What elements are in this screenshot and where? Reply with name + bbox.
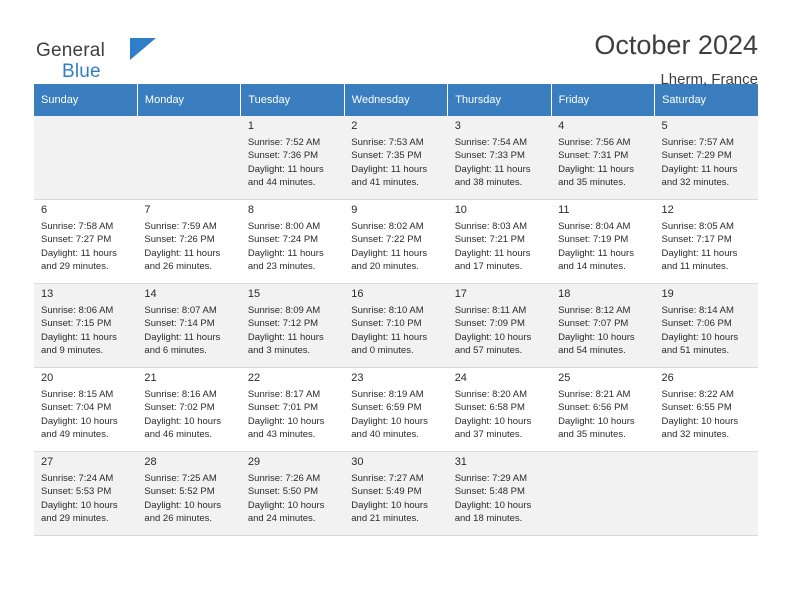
day-info-line: and 21 minutes. bbox=[351, 513, 419, 525]
calendar-week-row bbox=[34, 284, 758, 368]
day-info-line: Sunrise: 8:21 AM bbox=[558, 388, 631, 400]
day-number: 13 bbox=[41, 288, 54, 300]
day-number: 18 bbox=[558, 288, 571, 300]
day-info-line: Sunset: 5:50 PM bbox=[247, 486, 319, 498]
calendar-week-row bbox=[34, 368, 758, 452]
day-info-line: Sunrise: 8:04 AM bbox=[558, 220, 631, 232]
calendar-day-cell[interactable] bbox=[241, 200, 344, 284]
brand-name-bottom: Blue bbox=[62, 61, 101, 82]
day-info-line: Daylight: 11 hours bbox=[661, 247, 738, 259]
day-info-line: Sunset: 7:10 PM bbox=[351, 318, 422, 330]
calendar-week-row bbox=[34, 452, 758, 536]
day-info-line: and 14 minutes. bbox=[558, 261, 626, 273]
day-info-line: Sunset: 6:56 PM bbox=[558, 402, 629, 414]
day-info-line: Sunset: 7:24 PM bbox=[247, 234, 319, 246]
day-info-line: and 51 minutes. bbox=[661, 345, 730, 357]
day-info-line: Sunset: 7:06 PM bbox=[661, 318, 732, 330]
day-info-line: Sunset: 7:36 PM bbox=[247, 150, 319, 162]
day-sun-info bbox=[351, 472, 440, 526]
day-sun-info bbox=[455, 220, 544, 274]
day-number: 1 bbox=[247, 120, 254, 132]
calendar-day-cell[interactable] bbox=[344, 200, 447, 284]
day-info-line: Sunset: 7:35 PM bbox=[351, 150, 422, 162]
day-info-line: Sunrise: 8:03 AM bbox=[454, 220, 528, 232]
day-info-line: Daylight: 11 hours bbox=[247, 163, 324, 175]
weekday-header-monday: Monday bbox=[137, 84, 240, 116]
calendar-day-cell[interactable] bbox=[34, 368, 137, 452]
day-info-line: and 37 minutes. bbox=[454, 429, 523, 441]
day-info-line: Sunrise: 7:58 AM bbox=[41, 220, 114, 232]
day-info-line: Sunset: 7:31 PM bbox=[558, 150, 629, 162]
day-info-line: and 9 minutes. bbox=[41, 345, 104, 357]
day-info-line: Sunrise: 7:59 AM bbox=[144, 220, 217, 232]
day-info-line: Sunset: 7:15 PM bbox=[41, 318, 112, 330]
day-info-line: Sunrise: 8:16 AM bbox=[144, 388, 217, 400]
calendar-table bbox=[34, 84, 758, 536]
day-info-line: Daylight: 11 hours bbox=[41, 331, 117, 343]
day-info-line: Sunset: 7:22 PM bbox=[351, 234, 422, 246]
calendar-empty-cell bbox=[551, 452, 654, 536]
day-number: 22 bbox=[247, 372, 261, 384]
day-info-line: Sunset: 5:48 PM bbox=[454, 486, 525, 498]
day-info-line: Daylight: 11 hours bbox=[247, 247, 324, 259]
day-info-line: and 11 minutes. bbox=[661, 261, 729, 273]
day-info-line: and 23 minutes. bbox=[247, 261, 316, 273]
calendar-day-cell[interactable] bbox=[137, 284, 240, 368]
day-info-line: Daylight: 11 hours bbox=[144, 331, 221, 343]
day-info-line: Sunrise: 8:17 AM bbox=[247, 388, 321, 400]
day-info-line: Sunrise: 7:27 AM bbox=[351, 472, 424, 484]
day-info-line: Sunset: 7:29 PM bbox=[661, 150, 732, 162]
day-sun-info bbox=[248, 472, 337, 526]
day-info-line: Sunset: 7:21 PM bbox=[454, 234, 525, 246]
title-block bbox=[594, 30, 758, 88]
calendar-day-cell[interactable] bbox=[344, 368, 447, 452]
day-sun-info bbox=[351, 220, 440, 274]
day-info-line: Sunrise: 8:09 AM bbox=[247, 304, 321, 316]
day-info-line: Daylight: 10 hours bbox=[351, 415, 428, 427]
day-number: 14 bbox=[144, 288, 157, 300]
day-sun-info bbox=[558, 304, 647, 358]
day-info-line: Sunset: 7:26 PM bbox=[144, 234, 215, 246]
day-number: 21 bbox=[144, 372, 157, 384]
day-info-line: Sunrise: 8:00 AM bbox=[247, 220, 321, 232]
day-info-line: Sunset: 5:52 PM bbox=[144, 486, 215, 498]
calendar-empty-cell bbox=[34, 116, 137, 200]
day-number: 16 bbox=[351, 288, 364, 300]
calendar-day-cell[interactable] bbox=[448, 368, 551, 452]
calendar-day-cell[interactable] bbox=[448, 200, 551, 284]
calendar-day-cell[interactable] bbox=[137, 368, 240, 452]
day-number: 30 bbox=[351, 456, 364, 468]
day-info-line: Sunset: 7:19 PM bbox=[558, 234, 629, 246]
calendar-day-cell[interactable] bbox=[448, 452, 551, 536]
day-sun-info bbox=[144, 388, 233, 442]
day-info-line: Daylight: 10 hours bbox=[454, 415, 532, 427]
day-info-line: Sunset: 7:01 PM bbox=[247, 402, 319, 414]
day-info-line: and 29 minutes. bbox=[41, 513, 109, 525]
calendar-day-cell[interactable] bbox=[241, 284, 344, 368]
weekday-header-thursday: Thursday bbox=[448, 84, 551, 116]
day-info-line: and 18 minutes. bbox=[454, 513, 523, 525]
calendar-empty-cell bbox=[137, 116, 240, 200]
day-sun-info bbox=[455, 304, 544, 358]
calendar-week-row bbox=[34, 200, 758, 284]
day-info-line: Daylight: 10 hours bbox=[558, 331, 635, 343]
day-number: 27 bbox=[41, 456, 54, 468]
day-info-line: Daylight: 11 hours bbox=[558, 247, 634, 259]
flag-icon bbox=[130, 38, 156, 60]
day-info-line: Daylight: 10 hours bbox=[247, 499, 325, 511]
day-number: 15 bbox=[247, 288, 261, 300]
day-number: 25 bbox=[558, 372, 571, 384]
day-info-line: Daylight: 11 hours bbox=[454, 163, 531, 175]
day-sun-info bbox=[558, 388, 647, 442]
day-info-line: Sunset: 5:49 PM bbox=[351, 486, 422, 498]
day-info-line: Sunrise: 8:22 AM bbox=[661, 388, 734, 400]
calendar-week-row bbox=[34, 116, 758, 200]
calendar-day-cell[interactable] bbox=[344, 452, 447, 536]
day-info-line: Sunset: 6:55 PM bbox=[661, 402, 732, 414]
day-number: 23 bbox=[351, 372, 364, 384]
day-info-line: and 17 minutes. bbox=[454, 261, 523, 273]
day-info-line: Daylight: 11 hours bbox=[351, 331, 428, 343]
day-sun-info bbox=[351, 304, 440, 358]
day-sun-info bbox=[662, 304, 751, 358]
day-info-line: and 20 minutes. bbox=[351, 261, 419, 273]
day-info-line: Daylight: 11 hours bbox=[41, 247, 117, 259]
day-info-line: Daylight: 10 hours bbox=[351, 499, 428, 511]
day-info-line: Daylight: 11 hours bbox=[144, 247, 221, 259]
day-info-line: and 40 minutes. bbox=[351, 429, 419, 441]
day-info-line: Sunrise: 7:52 AM bbox=[247, 136, 321, 148]
day-sun-info bbox=[248, 304, 337, 358]
day-info-line: Sunset: 5:53 PM bbox=[41, 486, 112, 498]
day-number: 5 bbox=[661, 120, 668, 132]
day-sun-info bbox=[144, 472, 233, 526]
weekday-header-saturday: Saturday bbox=[655, 84, 758, 116]
day-info-line: Sunset: 7:14 PM bbox=[144, 318, 215, 330]
weekday-header-row bbox=[34, 84, 758, 116]
day-info-line: Sunrise: 8:15 AM bbox=[41, 388, 114, 400]
day-sun-info bbox=[662, 388, 751, 442]
brand-name-top: General bbox=[36, 40, 105, 61]
day-number: 28 bbox=[144, 456, 157, 468]
day-sun-info bbox=[41, 220, 130, 274]
day-info-line: and 35 minutes. bbox=[558, 177, 626, 189]
day-sun-info bbox=[41, 388, 130, 442]
day-info-line: Daylight: 10 hours bbox=[247, 415, 325, 427]
day-sun-info bbox=[351, 388, 440, 442]
day-number: 31 bbox=[454, 456, 467, 468]
day-info-line: Daylight: 10 hours bbox=[144, 499, 221, 511]
weekday-header-tuesday: Tuesday bbox=[241, 84, 344, 116]
day-info-line: and 29 minutes. bbox=[41, 261, 109, 273]
day-number: 17 bbox=[454, 288, 467, 300]
day-info-line: Daylight: 11 hours bbox=[558, 163, 634, 175]
day-info-line: Sunrise: 7:54 AM bbox=[454, 136, 528, 148]
calendar-day-cell[interactable] bbox=[241, 452, 344, 536]
day-number: 24 bbox=[454, 372, 467, 384]
calendar-day-cell[interactable] bbox=[551, 284, 654, 368]
day-number: 9 bbox=[351, 204, 358, 216]
day-info-line: and 24 minutes. bbox=[247, 513, 316, 525]
calendar-day-cell[interactable] bbox=[448, 116, 551, 200]
day-sun-info bbox=[455, 136, 544, 190]
day-sun-info bbox=[248, 220, 337, 274]
day-info-line: Sunrise: 7:56 AM bbox=[558, 136, 631, 148]
day-info-line: and 49 minutes. bbox=[41, 429, 109, 441]
day-info-line: Daylight: 11 hours bbox=[247, 331, 324, 343]
day-info-line: Sunset: 6:58 PM bbox=[454, 402, 525, 414]
day-number: 6 bbox=[41, 204, 48, 216]
calendar-day-cell[interactable] bbox=[655, 368, 758, 452]
weekday-header-friday: Friday bbox=[551, 84, 654, 116]
page-header bbox=[34, 0, 758, 88]
day-number: 12 bbox=[661, 204, 674, 216]
calendar-day-cell[interactable] bbox=[551, 116, 654, 200]
calendar-day-cell[interactable] bbox=[448, 284, 551, 368]
location-label: Lherm, France bbox=[660, 71, 758, 88]
day-info-line: Sunrise: 8:12 AM bbox=[558, 304, 631, 316]
calendar-day-cell[interactable] bbox=[655, 116, 758, 200]
day-info-line: Sunrise: 8:06 AM bbox=[41, 304, 114, 316]
day-info-line: and 57 minutes. bbox=[454, 345, 523, 357]
calendar-day-cell[interactable] bbox=[344, 284, 447, 368]
day-info-line: and 32 minutes. bbox=[661, 177, 730, 189]
day-info-line: and 46 minutes. bbox=[144, 429, 213, 441]
day-info-line: and 54 minutes. bbox=[558, 345, 626, 357]
day-info-line: Sunrise: 7:53 AM bbox=[351, 136, 424, 148]
day-info-line: and 26 minutes. bbox=[144, 513, 213, 525]
calendar-day-cell[interactable] bbox=[551, 368, 654, 452]
day-info-line: and 35 minutes. bbox=[558, 429, 626, 441]
day-sun-info bbox=[662, 220, 751, 274]
day-info-line: Sunset: 7:07 PM bbox=[558, 318, 629, 330]
day-number: 19 bbox=[661, 288, 674, 300]
day-info-line: Sunset: 6:59 PM bbox=[351, 402, 422, 414]
calendar-day-cell[interactable] bbox=[34, 284, 137, 368]
day-info-line: Sunrise: 8:07 AM bbox=[144, 304, 217, 316]
day-info-line: Sunrise: 7:29 AM bbox=[454, 472, 528, 484]
day-info-line: and 44 minutes. bbox=[247, 177, 316, 189]
day-info-line: Sunrise: 8:05 AM bbox=[661, 220, 734, 232]
day-number: 11 bbox=[558, 204, 570, 216]
day-info-line: Sunrise: 8:02 AM bbox=[351, 220, 424, 232]
day-info-line: Sunset: 7:27 PM bbox=[41, 234, 112, 246]
day-info-line: Daylight: 11 hours bbox=[351, 163, 428, 175]
day-info-line: Daylight: 10 hours bbox=[454, 499, 532, 511]
day-info-line: Daylight: 10 hours bbox=[661, 331, 739, 343]
calendar-day-cell[interactable] bbox=[655, 284, 758, 368]
calendar-day-cell[interactable] bbox=[241, 116, 344, 200]
day-info-line: Daylight: 10 hours bbox=[41, 415, 118, 427]
day-info-line: and 3 minutes. bbox=[247, 345, 311, 357]
day-number: 4 bbox=[558, 120, 565, 132]
calendar-day-cell[interactable] bbox=[344, 116, 447, 200]
calendar-empty-cell bbox=[655, 452, 758, 536]
day-sun-info bbox=[558, 136, 647, 190]
day-sun-info bbox=[248, 136, 337, 190]
day-number: 29 bbox=[247, 456, 261, 468]
day-info-line: and 0 minutes. bbox=[351, 345, 414, 357]
day-sun-info bbox=[144, 304, 233, 358]
calendar-day-cell[interactable] bbox=[34, 452, 137, 536]
calendar-day-cell[interactable] bbox=[551, 200, 654, 284]
day-info-line: and 38 minutes. bbox=[454, 177, 523, 189]
weekday-header-sunday: Sunday bbox=[34, 84, 137, 116]
day-info-line: Sunset: 7:33 PM bbox=[454, 150, 525, 162]
day-sun-info bbox=[248, 388, 337, 442]
day-info-line: Sunset: 7:12 PM bbox=[247, 318, 319, 330]
day-number: 7 bbox=[144, 204, 151, 216]
day-info-line: Daylight: 10 hours bbox=[41, 499, 118, 511]
day-info-line: and 6 minutes. bbox=[144, 345, 207, 357]
weekday-header-wednesday: Wednesday bbox=[344, 84, 447, 116]
day-sun-info bbox=[41, 472, 130, 526]
day-info-line: Daylight: 11 hours bbox=[454, 247, 531, 259]
calendar-day-cell[interactable] bbox=[137, 452, 240, 536]
day-info-line: Daylight: 10 hours bbox=[144, 415, 221, 427]
day-info-line: Sunset: 7:17 PM bbox=[661, 234, 732, 246]
day-info-line: Sunrise: 7:25 AM bbox=[144, 472, 217, 484]
day-sun-info bbox=[455, 388, 544, 442]
day-info-line: Daylight: 11 hours bbox=[351, 247, 428, 259]
day-info-line: and 43 minutes. bbox=[247, 429, 316, 441]
day-sun-info bbox=[662, 136, 751, 190]
calendar-day-cell[interactable] bbox=[241, 368, 344, 452]
day-info-line: and 26 minutes. bbox=[144, 261, 213, 273]
day-info-line: Daylight: 10 hours bbox=[558, 415, 635, 427]
day-number: 20 bbox=[41, 372, 54, 384]
page-title: October 2024 bbox=[594, 30, 758, 60]
day-info-line: Sunrise: 7:24 AM bbox=[41, 472, 114, 484]
day-info-line: Daylight: 11 hours bbox=[661, 163, 738, 175]
day-info-line: Sunset: 7:04 PM bbox=[41, 402, 112, 414]
day-info-line: Sunrise: 8:10 AM bbox=[351, 304, 424, 316]
day-info-line: Sunset: 7:09 PM bbox=[454, 318, 525, 330]
day-info-line: and 32 minutes. bbox=[661, 429, 730, 441]
day-info-line: and 41 minutes. bbox=[351, 177, 419, 189]
day-info-line: Sunset: 7:02 PM bbox=[144, 402, 215, 414]
day-number: 10 bbox=[454, 204, 467, 216]
calendar-day-cell[interactable] bbox=[655, 200, 758, 284]
day-info-line: Sunrise: 7:57 AM bbox=[661, 136, 734, 148]
day-number: 8 bbox=[247, 204, 254, 216]
calendar-day-cell[interactable] bbox=[34, 200, 137, 284]
day-number: 3 bbox=[454, 120, 461, 132]
day-info-line: Sunrise: 7:26 AM bbox=[247, 472, 321, 484]
day-number: 2 bbox=[351, 120, 358, 132]
brand-logo bbox=[34, 30, 154, 82]
calendar-body bbox=[34, 116, 758, 536]
day-sun-info bbox=[41, 304, 130, 358]
day-sun-info bbox=[351, 136, 440, 190]
day-sun-info bbox=[558, 220, 647, 274]
day-info-line: Sunrise: 8:20 AM bbox=[454, 388, 528, 400]
day-sun-info bbox=[144, 220, 233, 274]
calendar-day-cell[interactable] bbox=[137, 200, 240, 284]
day-info-line: Sunrise: 8:14 AM bbox=[661, 304, 734, 316]
day-info-line: Sunrise: 8:19 AM bbox=[351, 388, 424, 400]
day-sun-info bbox=[455, 472, 544, 526]
day-info-line: Daylight: 10 hours bbox=[661, 415, 739, 427]
day-info-line: Daylight: 10 hours bbox=[454, 331, 532, 343]
day-number: 26 bbox=[661, 372, 674, 384]
day-info-line: Sunrise: 8:11 AM bbox=[454, 304, 527, 316]
